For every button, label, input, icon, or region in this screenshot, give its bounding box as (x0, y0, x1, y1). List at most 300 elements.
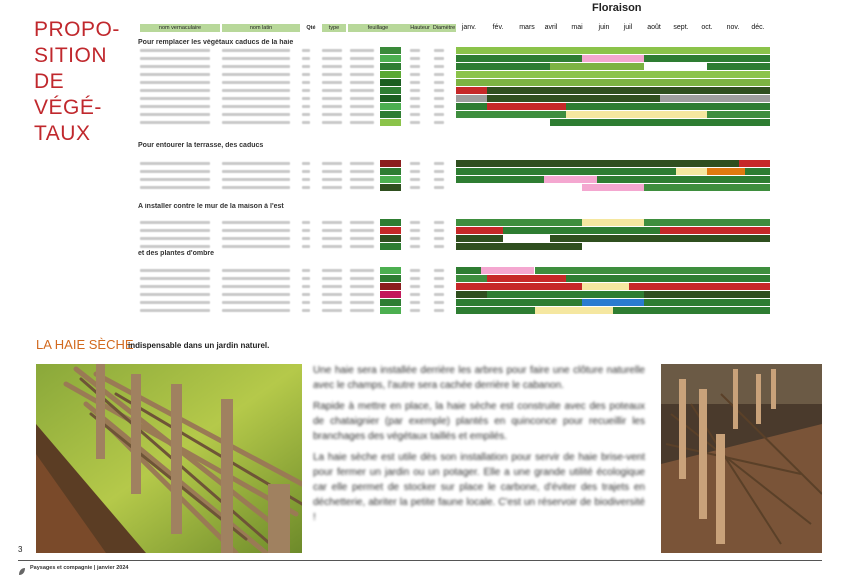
cell-placeholder (222, 229, 290, 232)
cell-placeholder (140, 277, 210, 280)
cell-placeholder (302, 178, 310, 181)
cell-placeholder (410, 105, 420, 108)
cell-placeholder (434, 81, 444, 84)
cell-placeholder (322, 121, 342, 124)
section-heading: A installer contre le mur de la maison à l'est (138, 203, 284, 210)
cell-placeholder (322, 81, 342, 84)
cell-placeholder (434, 105, 444, 108)
cell-placeholder (350, 81, 374, 84)
cell-placeholder (322, 162, 342, 165)
floraison-title: Floraison (592, 2, 642, 14)
bloom-bar (481, 267, 534, 274)
cell-placeholder (410, 309, 420, 312)
table-row (138, 219, 770, 226)
cell-placeholder (350, 162, 374, 165)
bloom-bar (487, 291, 644, 298)
month-label: oct. (701, 24, 713, 31)
table-row (138, 63, 770, 70)
cell-placeholder (140, 229, 210, 232)
cell-placeholder (410, 229, 420, 232)
paragraph: Une haie sera installée derrière les arbres pour faire une clôture naturelle avec le champs, l'autre sera cachée derrière le cabanon. (313, 365, 645, 391)
cell-placeholder (410, 178, 420, 181)
leaf-logo-icon (18, 563, 26, 572)
bloom-bar (660, 227, 770, 234)
cell-placeholder (222, 57, 290, 60)
cell-placeholder (302, 301, 310, 304)
page-number: 3 (18, 545, 23, 554)
cell-placeholder (140, 89, 210, 92)
cell-placeholder (302, 309, 310, 312)
cell-placeholder (350, 301, 374, 304)
cell-placeholder (350, 57, 374, 60)
cell-placeholder (302, 162, 310, 165)
cell-placeholder (222, 293, 290, 296)
cell-placeholder (140, 170, 210, 173)
foliage-swatch (380, 55, 401, 62)
body-text (313, 363, 645, 531)
table-row (138, 87, 770, 94)
foliage-swatch (380, 168, 401, 175)
section-heading: et des plantes d'ombre (138, 250, 214, 257)
bloom-bar (456, 184, 582, 191)
cell-placeholder (140, 237, 210, 240)
cell-placeholder (350, 73, 374, 76)
cell-placeholder (350, 97, 374, 100)
table-row (138, 307, 770, 314)
cell-placeholder (434, 178, 444, 181)
header-foliage: feuillage (348, 24, 408, 32)
cell-placeholder (140, 186, 210, 189)
cell-placeholder (410, 73, 420, 76)
cell-placeholder (434, 301, 444, 304)
title-line: PROPO- (34, 18, 120, 41)
bloom-bar (456, 63, 550, 70)
cell-placeholder (302, 73, 310, 76)
cell-placeholder (222, 162, 290, 165)
cell-placeholder (434, 89, 444, 92)
haie-subtitle: indispensable dans un jardin naturel. (128, 341, 270, 350)
cell-placeholder (322, 105, 342, 108)
bloom-bar (503, 235, 550, 242)
cell-placeholder (434, 221, 444, 224)
foliage-swatch (380, 160, 401, 167)
bloom-bar (566, 275, 770, 282)
cell-placeholder (322, 113, 342, 116)
cell-placeholder (222, 269, 290, 272)
bloom-bar (707, 111, 770, 118)
cell-placeholder (322, 237, 342, 240)
cell-placeholder (322, 49, 342, 52)
cell-placeholder (322, 285, 342, 288)
table-row (138, 235, 770, 242)
foliage-swatch (380, 291, 401, 298)
cell-placeholder (410, 277, 420, 280)
cell-placeholder (302, 121, 310, 124)
cell-placeholder (410, 113, 420, 116)
cell-placeholder (434, 229, 444, 232)
cell-placeholder (434, 170, 444, 173)
cell-placeholder (434, 57, 444, 60)
cell-placeholder (322, 245, 342, 248)
haie-title: LA HAIE SÈCHE (36, 337, 134, 352)
bloom-bar (456, 275, 487, 282)
bloom-bar (456, 291, 487, 298)
bloom-bar (676, 168, 707, 175)
bloom-bar (456, 160, 739, 167)
cell-placeholder (302, 105, 310, 108)
bloom-bar (456, 103, 487, 110)
cell-placeholder (222, 245, 290, 248)
cell-placeholder (222, 221, 290, 224)
cell-placeholder (222, 97, 290, 100)
foliage-swatch (380, 267, 401, 274)
bloom-bar (456, 119, 550, 126)
month-label: août (647, 24, 661, 31)
cell-placeholder (350, 237, 374, 240)
cell-placeholder (434, 113, 444, 116)
foliage-swatch (380, 184, 401, 191)
month-label: janv. (461, 24, 477, 31)
bloom-bar (503, 227, 660, 234)
cell-placeholder (322, 269, 342, 272)
bloom-bar (582, 55, 645, 62)
bloom-bar (456, 47, 770, 54)
foliage-swatch (380, 219, 401, 226)
cell-placeholder (410, 170, 420, 173)
bloom-bar (456, 79, 770, 86)
cell-placeholder (140, 309, 210, 312)
foliage-swatch (380, 47, 401, 54)
cell-placeholder (140, 285, 210, 288)
cell-placeholder (350, 229, 374, 232)
table-row (138, 291, 770, 298)
header-diameter: Diamètre (432, 25, 456, 31)
bloom-bar (487, 103, 566, 110)
bloom-bar (745, 168, 770, 175)
cell-placeholder (322, 309, 342, 312)
cell-placeholder (222, 237, 290, 240)
month-label: nov. (726, 24, 740, 31)
page-title (34, 17, 134, 147)
cell-placeholder (222, 309, 290, 312)
cell-placeholder (140, 105, 210, 108)
paragraph: La haie sèche est utile dès son installation pour servir de haie brise-vent pour fermer un jardin ou un potager. Elle a une grande utilité écologique car elle permet de stocker sur place le carbone, d'éviter des trajets en déchetterie, abriter la petite faune locale. C'est un réservoir de biodiversité ! (313, 452, 645, 523)
cell-placeholder (350, 113, 374, 116)
foliage-swatch (380, 275, 401, 282)
table-row (138, 227, 770, 234)
cell-placeholder (140, 245, 210, 248)
foliage-swatch (380, 87, 401, 94)
month-label: juil (623, 24, 633, 31)
cell-placeholder (350, 245, 374, 248)
bloom-bar (487, 275, 566, 282)
title-line: SITION (34, 44, 108, 67)
cell-placeholder (434, 269, 444, 272)
bloom-bar (456, 227, 503, 234)
bloom-bar (582, 219, 645, 226)
bloom-bar (582, 184, 645, 191)
cell-placeholder (350, 285, 374, 288)
cell-placeholder (140, 293, 210, 296)
bloom-bar (582, 299, 645, 306)
cell-placeholder (222, 73, 290, 76)
cell-placeholder (322, 301, 342, 304)
cell-placeholder (302, 57, 310, 60)
bloom-bar (456, 168, 676, 175)
bloom-bar (566, 111, 707, 118)
cell-placeholder (434, 73, 444, 76)
cell-placeholder (434, 237, 444, 240)
cell-placeholder (350, 121, 374, 124)
table-row (138, 103, 770, 110)
month-label: avril (544, 24, 558, 31)
foliage-swatch (380, 71, 401, 78)
photo-dry-hedge-woods (661, 364, 822, 553)
cell-placeholder (322, 186, 342, 189)
plant-table (138, 20, 770, 320)
section-heading: Pour remplacer les végétaux caducs de la haie (138, 39, 294, 46)
bloom-bar (487, 95, 660, 102)
cell-placeholder (140, 178, 210, 181)
cell-placeholder (322, 229, 342, 232)
foliage-swatch (380, 243, 401, 250)
table-row (138, 79, 770, 86)
cell-placeholder (140, 57, 210, 60)
cell-placeholder (222, 89, 290, 92)
cell-placeholder (140, 162, 210, 165)
cell-placeholder (302, 245, 310, 248)
cell-placeholder (410, 121, 420, 124)
cell-placeholder (302, 89, 310, 92)
cell-placeholder (222, 113, 290, 116)
photo-dry-hedge-sunny (36, 364, 302, 553)
cell-placeholder (350, 277, 374, 280)
cell-placeholder (222, 49, 290, 52)
bloom-bar (644, 219, 770, 226)
bloom-bar (456, 243, 582, 250)
foliage-swatch (380, 111, 401, 118)
cell-placeholder (222, 178, 290, 181)
title-line: DE (34, 70, 65, 93)
cell-placeholder (410, 65, 420, 68)
month-label: déc. (751, 24, 765, 31)
month-label: juin (598, 24, 610, 31)
cell-placeholder (322, 57, 342, 60)
cell-placeholder (350, 293, 374, 296)
bloom-bar (550, 119, 770, 126)
cell-placeholder (322, 170, 342, 173)
cell-placeholder (410, 97, 420, 100)
month-label: mars (519, 24, 535, 31)
bloom-bar (644, 299, 770, 306)
header-type: type (322, 24, 346, 32)
cell-placeholder (434, 285, 444, 288)
foliage-swatch (380, 227, 401, 234)
cell-placeholder (222, 301, 290, 304)
cell-placeholder (434, 245, 444, 248)
cell-placeholder (222, 81, 290, 84)
cell-placeholder (140, 113, 210, 116)
cell-placeholder (434, 49, 444, 52)
cell-placeholder (410, 269, 420, 272)
table-row (138, 47, 770, 54)
month-label: sept. (673, 24, 689, 31)
cell-placeholder (350, 178, 374, 181)
cell-placeholder (410, 186, 420, 189)
table-row (138, 160, 770, 167)
cell-placeholder (302, 81, 310, 84)
table-row (138, 243, 770, 250)
table-row (138, 184, 770, 191)
cell-placeholder (350, 89, 374, 92)
cell-placeholder (140, 97, 210, 100)
cell-placeholder (410, 285, 420, 288)
bloom-bar (456, 307, 535, 314)
bloom-bar (613, 307, 770, 314)
header-latin-name: nom latin (222, 24, 300, 32)
cell-placeholder (434, 309, 444, 312)
bloom-bar (644, 184, 770, 191)
cell-placeholder (410, 293, 420, 296)
cell-placeholder (434, 162, 444, 165)
cell-placeholder (350, 65, 374, 68)
foliage-swatch (380, 235, 401, 242)
month-label: mai (571, 24, 583, 31)
table-row (138, 283, 770, 290)
table-row (138, 176, 770, 183)
cell-placeholder (140, 81, 210, 84)
cell-placeholder (410, 89, 420, 92)
cell-placeholder (322, 73, 342, 76)
cell-placeholder (302, 237, 310, 240)
bloom-bar (487, 87, 770, 94)
cell-placeholder (302, 293, 310, 296)
foliage-swatch (380, 79, 401, 86)
cell-placeholder (322, 178, 342, 181)
foliage-swatch (380, 119, 401, 126)
bloom-bar (582, 283, 629, 290)
table-row (138, 71, 770, 78)
bloom-bar (707, 63, 770, 70)
bloom-bar (550, 235, 770, 242)
paragraph: Rapide à mettre en place, la haie sèche est construite avec des poteaux de chataignier (par exemple) plantés en quinconce pour recueillir les branchages des végétaux taillés et empilés. (313, 401, 645, 442)
bloom-bar (456, 176, 544, 183)
cell-placeholder (302, 170, 310, 173)
cell-placeholder (434, 97, 444, 100)
bloom-bar (582, 243, 770, 250)
bloom-bar (644, 63, 707, 70)
bloom-bar (566, 103, 770, 110)
bloom-bar (739, 160, 770, 167)
cell-placeholder (410, 162, 420, 165)
header-qty: Qté (302, 24, 320, 32)
cell-placeholder (350, 49, 374, 52)
cell-placeholder (222, 170, 290, 173)
cell-placeholder (140, 49, 210, 52)
cell-placeholder (410, 221, 420, 224)
title-line: TAUX (34, 122, 91, 145)
cell-placeholder (350, 221, 374, 224)
cell-placeholder (140, 301, 210, 304)
cell-placeholder (410, 49, 420, 52)
cell-placeholder (434, 277, 444, 280)
bloom-bar (535, 307, 614, 314)
cell-placeholder (322, 65, 342, 68)
cell-placeholder (350, 309, 374, 312)
cell-placeholder (322, 277, 342, 280)
bloom-bar (456, 267, 481, 274)
cell-placeholder (322, 89, 342, 92)
foliage-swatch (380, 95, 401, 102)
cell-placeholder (302, 113, 310, 116)
cell-placeholder (410, 57, 420, 60)
bloom-bar (456, 87, 487, 94)
foliage-swatch (380, 283, 401, 290)
bloom-bar (550, 63, 644, 70)
bloom-bar (456, 219, 582, 226)
title-line: VÉGÉ- (34, 96, 102, 119)
cell-placeholder (350, 105, 374, 108)
table-row (138, 267, 770, 274)
cell-placeholder (410, 81, 420, 84)
cell-placeholder (140, 221, 210, 224)
bloom-bar (456, 95, 487, 102)
bloom-bar (456, 71, 770, 78)
bloom-bar (644, 291, 770, 298)
bloom-bar (456, 55, 582, 62)
bloom-bar (660, 95, 770, 102)
cell-placeholder (302, 186, 310, 189)
header-common-name: nom vernaculaire (140, 24, 220, 32)
cell-placeholder (140, 269, 210, 272)
cell-placeholder (302, 97, 310, 100)
cell-placeholder (322, 221, 342, 224)
cell-placeholder (350, 186, 374, 189)
cell-placeholder (302, 229, 310, 232)
foliage-swatch (380, 307, 401, 314)
bloom-bar (456, 283, 582, 290)
cell-placeholder (222, 105, 290, 108)
cell-placeholder (434, 186, 444, 189)
cell-placeholder (410, 237, 420, 240)
table-row (138, 299, 770, 306)
foliage-swatch (380, 176, 401, 183)
cell-placeholder (434, 65, 444, 68)
cell-placeholder (302, 269, 310, 272)
section-heading: Pour entourer la terrasse, des caducs (138, 142, 264, 149)
cell-placeholder (410, 245, 420, 248)
cell-placeholder (302, 285, 310, 288)
cell-placeholder (434, 121, 444, 124)
table-row (138, 275, 770, 282)
table-row (138, 95, 770, 102)
cell-placeholder (322, 97, 342, 100)
cell-placeholder (222, 65, 290, 68)
bloom-bar (629, 283, 770, 290)
cell-placeholder (350, 269, 374, 272)
header-height: Hauteur (408, 24, 432, 32)
bloom-bar (456, 111, 566, 118)
cell-placeholder (222, 277, 290, 280)
foliage-swatch (380, 103, 401, 110)
cell-placeholder (434, 293, 444, 296)
cell-placeholder (302, 221, 310, 224)
cell-placeholder (222, 285, 290, 288)
cell-placeholder (140, 65, 210, 68)
bloom-bar (535, 267, 771, 274)
table-row (138, 55, 770, 62)
cell-placeholder (222, 186, 290, 189)
